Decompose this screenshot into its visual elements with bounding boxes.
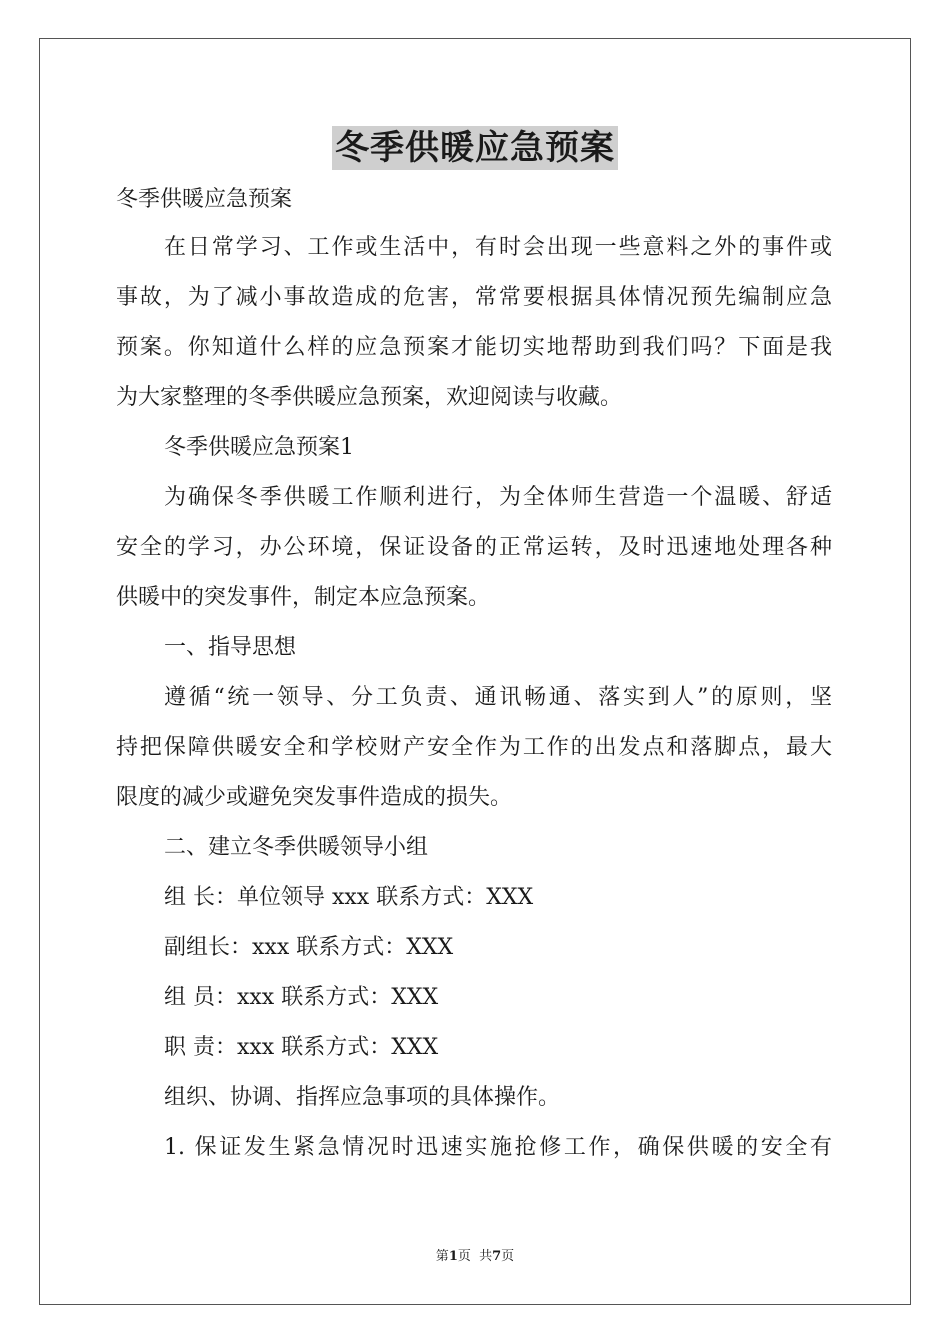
footer-suffix: 页: [501, 1249, 515, 1264]
para2-line-3: 限度的减少或避免突发事件造成的损失。: [116, 785, 513, 810]
para2-line-2: 持把保障供暖安全和学校财产安全作为工作的出发点和落脚点，最大: [116, 735, 832, 760]
footer-total-pages: 7: [492, 1249, 502, 1264]
document-title: 冬季供暖应急预案: [332, 126, 618, 170]
role-deputy: 副组长：xxx 联系方式：XXX: [164, 935, 454, 960]
para2-line-1: 遵循“统一领导、分工负责、通讯畅通、落实到人”的原则，坚: [164, 685, 832, 710]
footer-prefix: 第: [435, 1249, 449, 1264]
footer-current-page: 1: [448, 1249, 458, 1264]
page-border: [39, 38, 911, 1305]
intro-line-2: 事故，为了减小事故造成的危害，常常要根据具体情况预先编制应急: [116, 285, 832, 310]
role-duty: 职 责：xxx 联系方式：XXX: [164, 1035, 439, 1060]
section-heading-1: 冬季供暖应急预案1: [164, 435, 354, 460]
footer-mid: 页 共: [457, 1249, 493, 1264]
para1-line-1: 为确保冬季供暖工作顺利进行，为全体师生营造一个温暖、舒适: [164, 485, 832, 510]
duty-description: 组织、协调、指挥应急事项的具体操作。: [164, 1085, 561, 1110]
list-item-1: 1. 保证发生紧急情况时迅速实施抢修工作，确保供暖的安全有: [164, 1135, 832, 1160]
para1-line-2: 安全的学习，办公环境，保证设备的正常运转，及时迅速地处理各种: [116, 535, 832, 560]
subtitle: 冬季供暖应急预案: [116, 187, 293, 212]
intro-line-3: 预案。你知道什么样的应急预案才能切实地帮助到我们吗？下面是我: [116, 335, 832, 360]
para1-line-3: 供暖中的突发事件，制定本应急预案。: [116, 585, 491, 610]
role-member: 组 员：xxx 联系方式：XXX: [164, 985, 439, 1010]
heading-leadership-group: 二、建立冬季供暖领导小组: [164, 835, 429, 860]
heading-guiding-ideology: 一、指导思想: [164, 635, 297, 660]
intro-line-1: 在日常学习、工作或生活中，有时会出现一些意料之外的事件或: [164, 235, 832, 260]
intro-line-4: 为大家整理的冬季供暖应急预案，欢迎阅读与收藏。: [116, 385, 623, 410]
page-footer: [0, 1249, 950, 1265]
title-block: [0, 126, 950, 170]
role-leader: 组 长：单位领导 xxx 联系方式：XXX: [164, 885, 534, 910]
